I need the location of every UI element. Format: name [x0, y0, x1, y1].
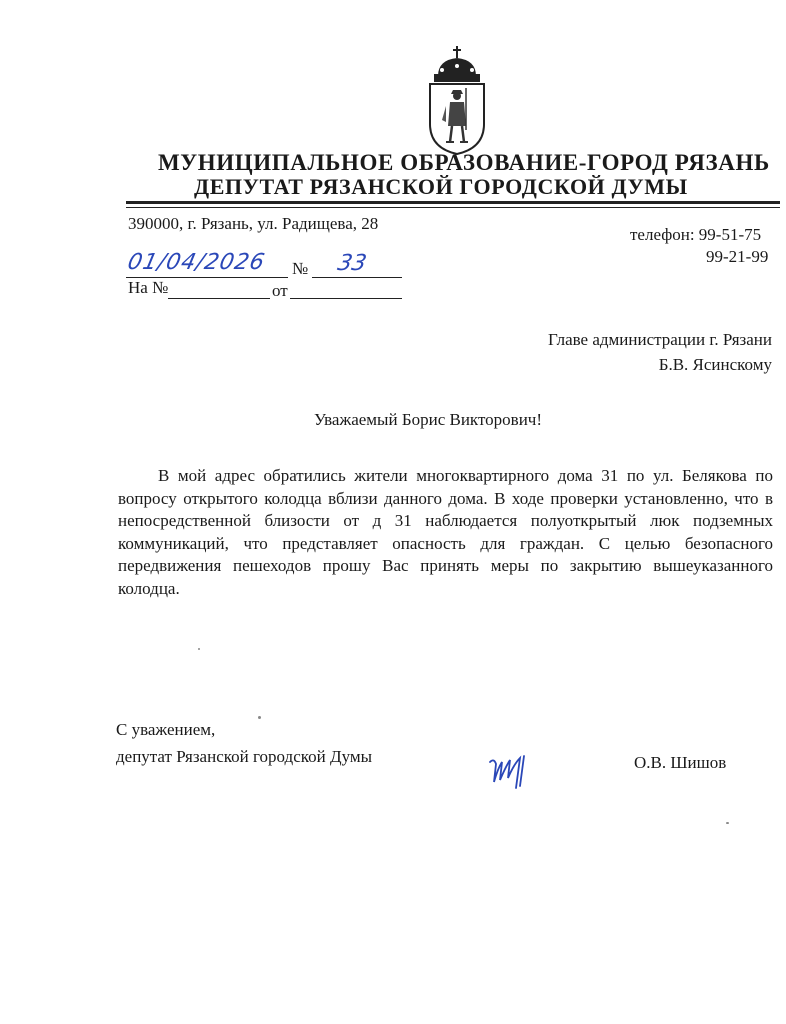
phone-number-2: 99-21-99: [706, 247, 769, 266]
coat-of-arms-icon: [424, 44, 490, 156]
header-divider-thick: [126, 201, 780, 204]
reply-label: На №: [128, 278, 169, 297]
number-underline: [312, 277, 402, 278]
handwritten-number: 33: [335, 251, 369, 276]
addressee-block: [548, 327, 772, 377]
scan-speck: [258, 716, 261, 719]
header-divider-thin: [126, 207, 780, 208]
closing-title: депутат Рязанской городской Думы: [116, 747, 373, 766]
header-line-deputy: ДЕПУТАТ РЯЗАНСКОЙ ГОРОДСКОЙ ДУМЫ: [194, 174, 688, 199]
phone-number-1: 99-51-75: [698, 225, 762, 244]
number-label: №: [292, 259, 309, 278]
phone-line: [630, 225, 761, 245]
addressee-name: Б.В. Ясинскому: [658, 355, 772, 374]
handwritten-date: 01/04/2026: [125, 250, 268, 275]
reply-number-underline: [168, 298, 270, 299]
scan-speck: [198, 648, 200, 650]
salutation: Уважаемый Борис Викторович!: [314, 410, 542, 429]
addressee-position: Главе администрации г. Рязани: [548, 330, 772, 349]
phone-label: телефон:: [630, 225, 695, 244]
reply-date-underline: [290, 298, 402, 299]
signature-icon: [486, 748, 544, 792]
sender-address: 390000, г. Рязань, ул. Радищева, 28: [128, 214, 379, 233]
from-label: от: [272, 281, 288, 300]
header-line-municipality: МУНИЦИПАЛЬНОЕ ОБРАЗОВАНИЕ-ГОРОД РЯЗАНЬ: [158, 150, 770, 175]
letter-body: В мой адрес обратились жители многоквартирного дома 31 по ул. Белякова по вопросу открытого колодца вблизи данного дома. В ходе проверки установленно, что в непосредственной близости от д 31 наблюдается полуоткрытый люк подземных коммуникаций, что представляет опасность для граждан. С целью безопасного передвижения пешеходов прошу Вас принять меры по закрытию вышеуказанного колодца.: [118, 466, 773, 598]
closing-regards: С уважением,: [116, 720, 216, 739]
scan-speck: [726, 822, 729, 824]
signer-name: О.В. Шишов: [634, 753, 727, 772]
